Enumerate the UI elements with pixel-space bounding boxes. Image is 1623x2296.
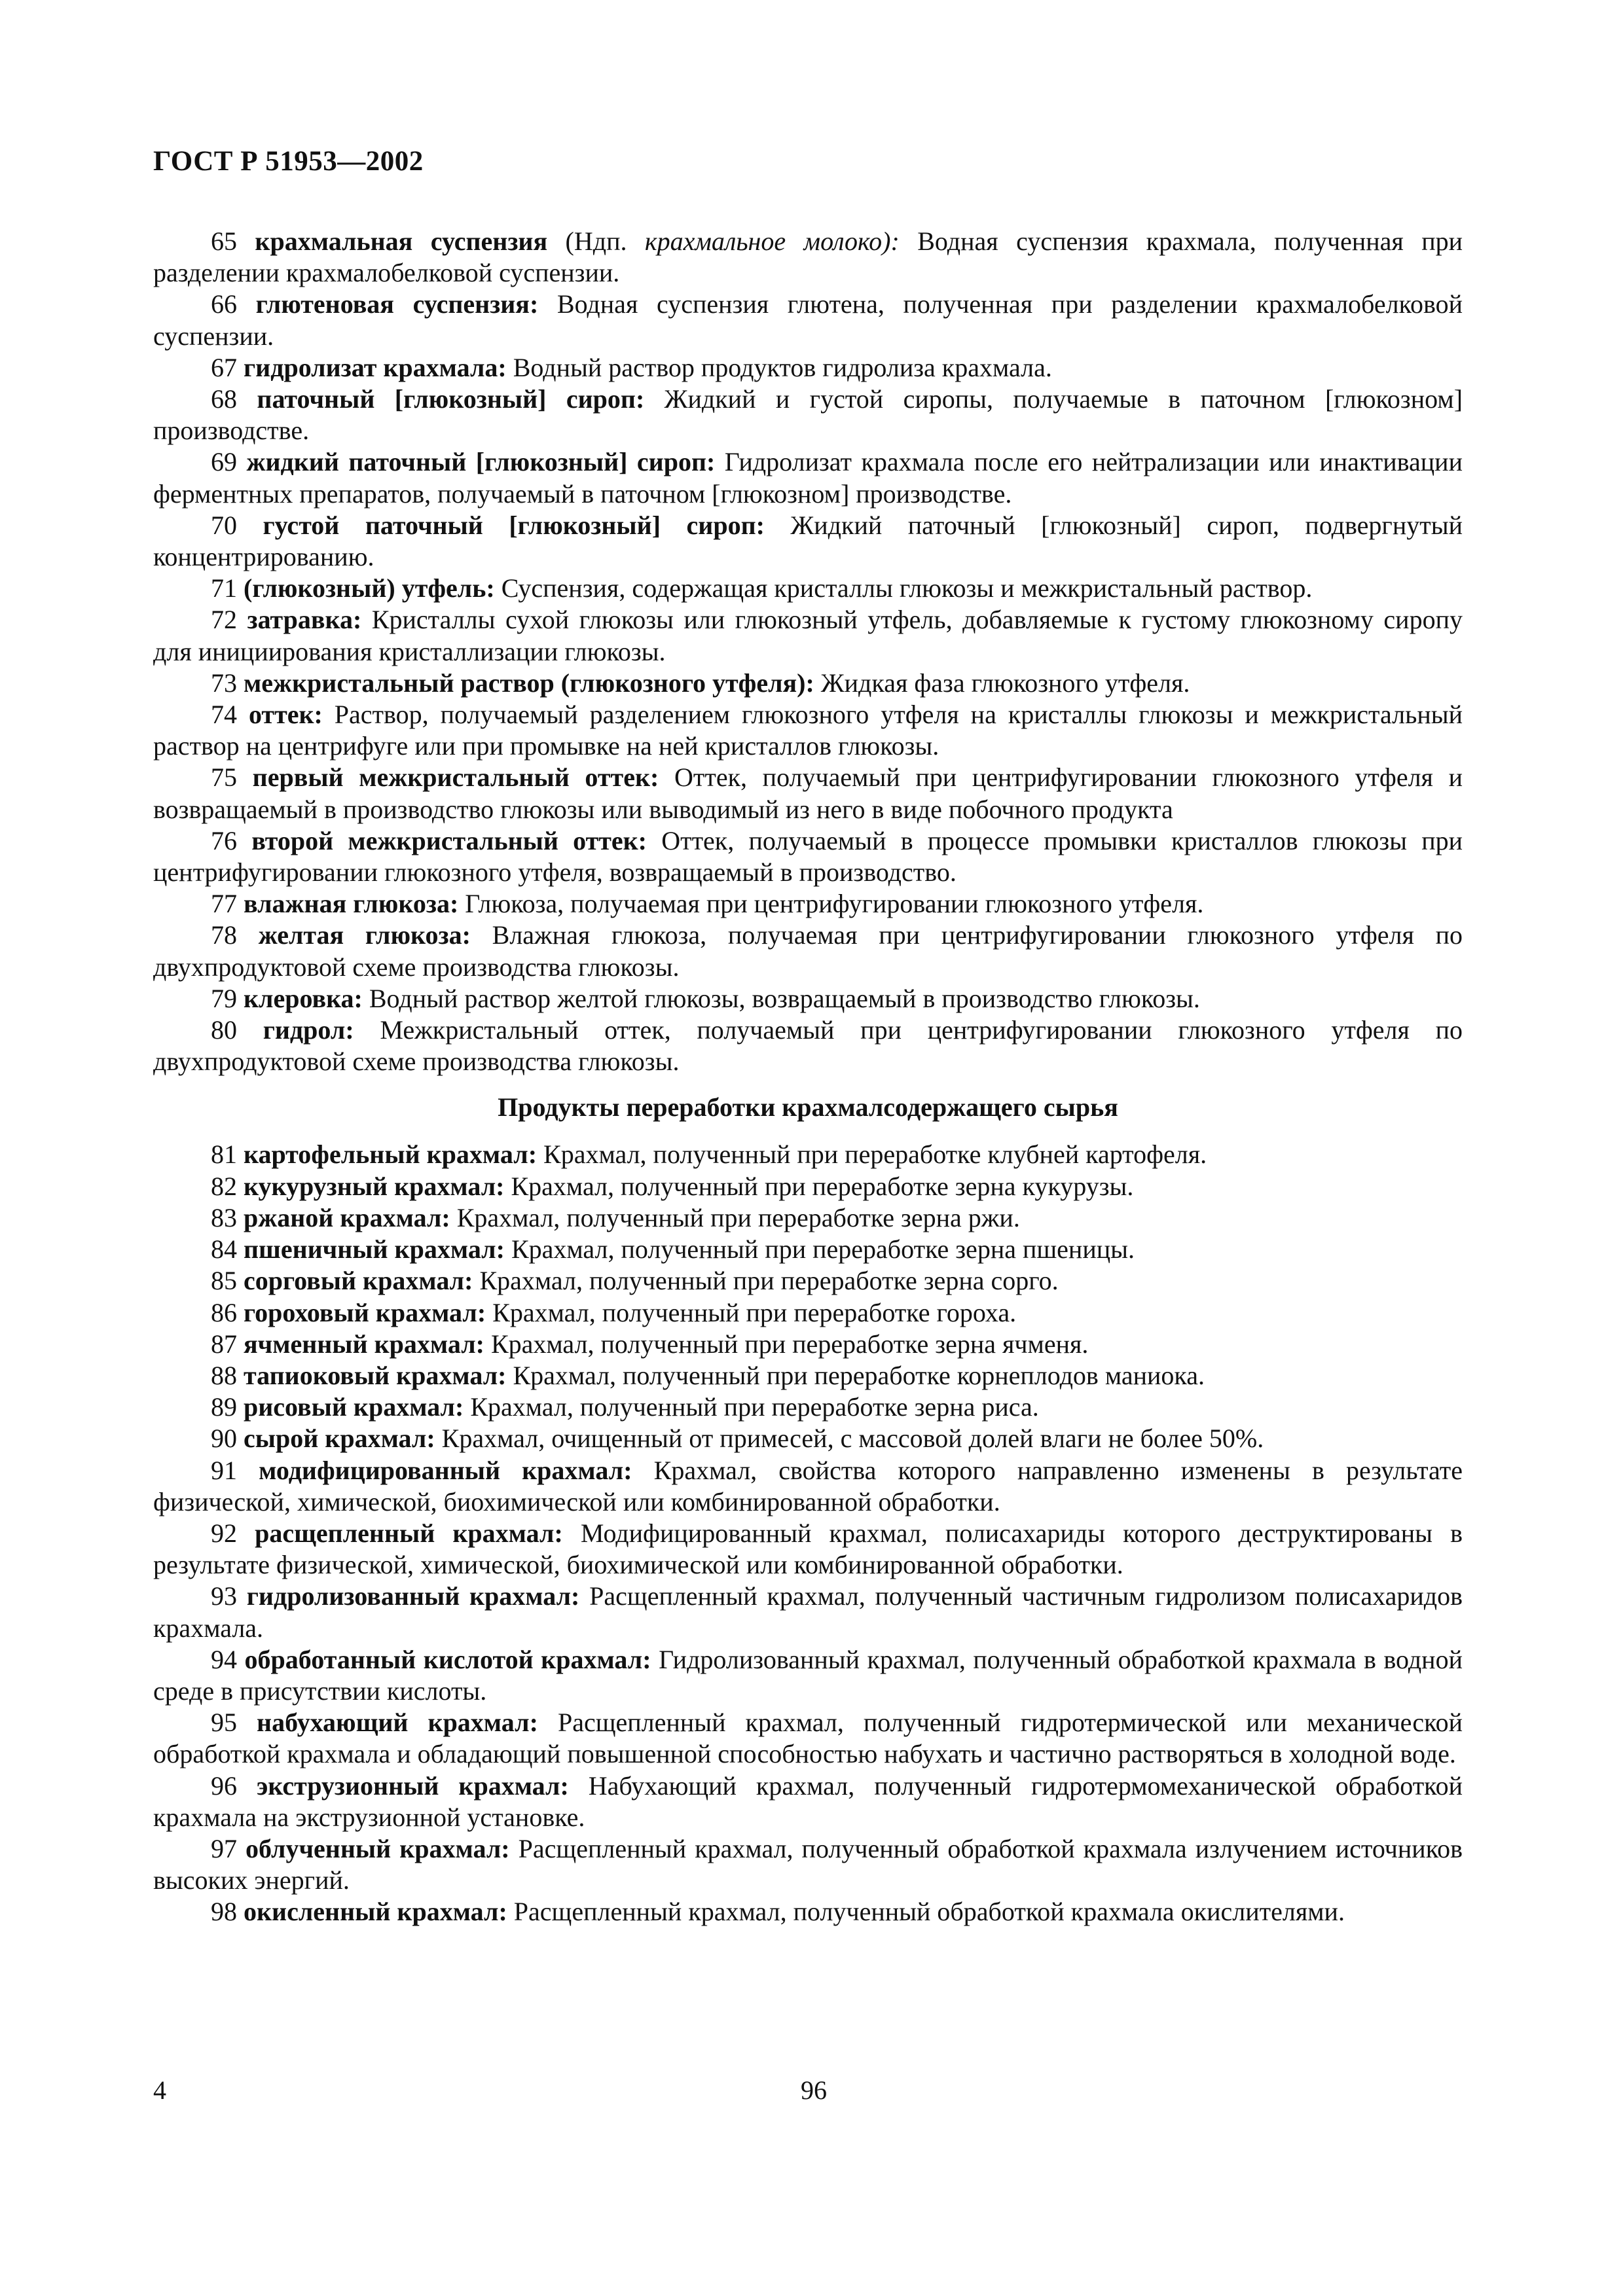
entry-number: 72	[211, 605, 237, 635]
entry-number: 98	[211, 1897, 237, 1927]
definition-entry	[153, 1518, 1463, 1581]
entry-definition: Водная суспензия глютена, полученная при разделении крахмалобелковой суспензии.	[153, 289, 1463, 351]
entry-number: 94	[211, 1644, 237, 1674]
document-header: ГОСТ Р 51953—2002	[153, 146, 424, 177]
entry-term: экструзионный крахмал:	[256, 1770, 569, 1801]
entry-number: 81	[211, 1139, 237, 1170]
entry-definition: Жидкая фаза глюкозного утфеля.	[814, 668, 1190, 698]
entry-term: межкристальный раствор (глюкозного утфеля):	[244, 668, 814, 698]
entry-number: 66	[211, 289, 237, 319]
entry-term: гидрол:	[263, 1015, 354, 1045]
definition-entry	[153, 888, 1463, 920]
entry-term: глютеновая суспензия:	[255, 289, 539, 319]
entry-definition: Влажная глюкоза, получаемая при центрифугировании глюкозного утфеля по двухпродуктовой схеме производства глюкозы.	[153, 920, 1463, 982]
definition-entry	[153, 1014, 1463, 1077]
entry-term: набухающий крахмал:	[257, 1708, 538, 1738]
entry-definition: Крахмал, очищенный от примесей, с массовой долей влаги не более 50%.	[435, 1424, 1264, 1454]
definition-entry	[153, 668, 1463, 699]
entry-definition: Оттек, получаемый при центрифугировании глюкозного утфеля и возвращаемый в производство глюкозы или выводимый из него в виде побочного продукта	[153, 762, 1463, 824]
entry-number: 96	[211, 1770, 237, 1801]
definition-entry	[153, 1360, 1463, 1391]
entry-term: густой паточный [глюкозный] сироп:	[263, 510, 765, 540]
entry-definition: Крахмал, полученный при переработке зерна ржи.	[450, 1202, 1020, 1232]
entry-definition: Крахмал, полученный при переработке корнеплодов маниока.	[506, 1360, 1205, 1390]
entry-term: гидролизованный крахмал:	[246, 1581, 580, 1611]
entry-number: 80	[211, 1015, 237, 1045]
entry-definition: Крахмал, полученный при переработке зерна ячменя.	[484, 1329, 1089, 1359]
definition-entry	[153, 825, 1463, 888]
definition-entry	[153, 573, 1463, 604]
definition-entry	[153, 1833, 1463, 1896]
entry-term: оттек:	[248, 700, 323, 730]
entry-number: 93	[211, 1581, 237, 1611]
definition-entry	[153, 1455, 1463, 1518]
entry-number: 89	[211, 1392, 237, 1422]
definition-entry	[153, 1581, 1463, 1643]
entry-definition: Глюкоза, получаемая при центрифугировании глюкозного утфеля.	[458, 889, 1204, 919]
entry-number: 78	[211, 920, 237, 950]
entry-number: 69	[211, 447, 237, 477]
entry-number: 71	[211, 573, 237, 603]
entry-number: 70	[211, 510, 237, 540]
entry-term: сырой крахмал:	[244, 1424, 435, 1454]
entry-term: окисленный крахмал:	[244, 1897, 507, 1927]
entry-number: 68	[211, 384, 237, 414]
entry-term: паточный [глюкозный] сироп:	[257, 384, 645, 414]
definition-entry	[153, 446, 1463, 509]
entry-term: гороховый крахмал:	[244, 1297, 486, 1327]
entry-term: облученный крахмал:	[246, 1833, 510, 1863]
entry-number: 87	[211, 1329, 237, 1359]
definition-entry	[153, 983, 1463, 1014]
definition-entry	[153, 762, 1463, 825]
entry-definition: Крахмал, полученный при переработке зерна кукурузы.	[504, 1171, 1134, 1201]
entry-definition: Модифицированный крахмал, полисахариды которого деструктированы в результате физической, химической, биохимической или комбинированной обработки.	[153, 1518, 1463, 1580]
entry-definition: Крахмал, полученный при переработке зерна пшеницы.	[504, 1234, 1135, 1265]
section-title: Продукты переработки крахмалсодержащего сырья	[498, 1092, 1118, 1122]
document-body	[153, 226, 1463, 1928]
entry-number: 91	[211, 1455, 237, 1485]
definition-entry	[153, 1171, 1463, 1202]
entry-number: 77	[211, 889, 237, 919]
definition-entry	[153, 384, 1463, 446]
entry-number: 65	[211, 226, 237, 256]
definition-entry	[153, 1265, 1463, 1297]
entry-definition: Крахмал, полученный при переработке клубней картофеля.	[537, 1139, 1207, 1170]
entry-term: гидролизат крахмала:	[244, 352, 507, 382]
entry-definition: Крахмал, полученный при переработке зерна риса.	[464, 1392, 1039, 1422]
entry-term: второй межкристальный оттек:	[251, 825, 647, 855]
entry-term: (глюкозный) утфель:	[244, 573, 495, 603]
entry-term: жидкий паточный [глюкозный] сироп:	[246, 447, 716, 477]
entry-number: 73	[211, 668, 237, 698]
definition-entry	[153, 510, 1463, 573]
entry-number: 75	[211, 762, 237, 793]
entry-number: 97	[211, 1833, 237, 1863]
entry-number: 67	[211, 352, 237, 382]
entry-term: желтая глюкоза:	[258, 920, 471, 950]
definition-entry	[153, 604, 1463, 667]
entry-definition: Расщепленный крахмал, полученный гидротермической или механической обработкой крахмала и обладающий повышенной способностью набухать и частично растворяться в холодной воде.	[153, 1708, 1463, 1769]
entry-term: модифицированный крахмал:	[259, 1455, 632, 1485]
entry-number: 86	[211, 1297, 237, 1327]
entry-definition: Раствор, получаемый разделением глюкозного утфеля на кристаллы глюкозы и межкристальный раствор на центрифуге или при промывке на ней кристаллов глюкозы.	[153, 700, 1463, 761]
entry-term: пшеничный крахмал:	[244, 1234, 505, 1265]
definition-entry	[153, 226, 1463, 289]
definition-entry	[153, 352, 1463, 384]
entry-number: 90	[211, 1424, 237, 1454]
entry-term: расщепленный крахмал:	[255, 1518, 563, 1548]
entry-term: клеровка:	[244, 983, 363, 1013]
definition-entry	[153, 1644, 1463, 1707]
page-number: 4	[153, 2075, 166, 2105]
definitions-list-syrups	[153, 226, 1463, 1077]
definition-entry	[153, 1707, 1463, 1770]
entry-definition: Кристаллы сухой глюкозы или глюкозный утфель, добавляемые к густому глюкозному сиропу для инициирования кристаллизации глюкозы.	[153, 605, 1463, 666]
entry-number: 84	[211, 1234, 237, 1265]
entry-term: кукурузный крахмал:	[244, 1171, 505, 1201]
entry-definition: Гидролизат крахмала после его нейтрализации или инактивации ферментных препаратов, получаемый в паточном [глюкозном] производстве.	[153, 447, 1463, 509]
definition-entry	[153, 1896, 1463, 1928]
definition-entry	[153, 289, 1463, 351]
entry-definition: Расщепленный крахмал, полученный частичным гидролизом полисахаридов крахмала.	[153, 1581, 1463, 1643]
entry-definition: Расщепленный крахмал, полученный обработкой крахмала окислителями.	[507, 1897, 1345, 1927]
entry-definition: Расщепленный крахмал, полученный обработкой крахмала излучением источников высоких энергий.	[153, 1833, 1463, 1895]
entry-term: рисовый крахмал:	[244, 1392, 464, 1422]
definition-entry	[153, 1202, 1463, 1234]
entry-number: 83	[211, 1202, 237, 1232]
definitions-list-starches	[153, 1139, 1463, 1928]
entry-definition: Межкристальный оттек, получаемый при центрифугировании глюкозного утфеля по двухпродуктовой схеме производства глюкозы.	[153, 1015, 1463, 1077]
entry-term: сорговый крахмал:	[244, 1266, 473, 1296]
entry-number: 88	[211, 1360, 237, 1390]
entry-term: затравка:	[247, 605, 362, 635]
entry-term: крахмальная суспензия	[255, 226, 548, 256]
entry-number: 74	[211, 700, 237, 730]
entry-term: ячменный крахмал:	[244, 1329, 484, 1359]
entry-definition: Набухающий крахмал, полученный гидротермомеханической обработкой крахмала на экструзионной установке.	[153, 1770, 1463, 1832]
definition-entry	[153, 1329, 1463, 1360]
entry-deprecated-term: крахмальное молоко):	[644, 226, 900, 256]
entry-term: картофельный крахмал:	[244, 1139, 538, 1170]
definition-entry	[153, 920, 1463, 982]
footer-center-number: 96	[801, 2075, 827, 2105]
entry-definition: Оттек, получаемый в процессе промывки кристаллов глюкозы при центрифугировании глюкозного утфеля, возвращаемый в производство.	[153, 825, 1463, 888]
entry-definition: Крахмал, полученный при переработке гороха.	[486, 1297, 1017, 1327]
definition-entry	[153, 1297, 1463, 1329]
entry-definition: Крахмал, свойства которого направленно изменены в результате физической, химической, биохимической или комбинированной обработки.	[153, 1455, 1463, 1516]
definition-entry	[153, 1234, 1463, 1265]
entry-number: 76	[211, 825, 237, 855]
entry-number: 79	[211, 983, 237, 1013]
entry-term: ржаной крахмал:	[244, 1202, 450, 1232]
entry-number: 92	[211, 1518, 237, 1548]
entry-definition: Гидролизованный крахмал, полученный обработкой крахмала в водной среде в присутствии кислоты.	[153, 1644, 1463, 1706]
entry-definition: Жидкий паточный [глюкозный] сироп, подвергнутый концентрированию.	[153, 510, 1463, 572]
entry-definition: Крахмал, полученный при переработке зерна сорго.	[473, 1266, 1059, 1296]
entry-term: тапиоковый крахмал:	[244, 1360, 507, 1390]
entry-note: (Ндп.	[547, 226, 645, 256]
entry-number: 85	[211, 1266, 237, 1296]
entry-definition: Жидкий и густой сиропы, получаемые в паточном [глюкозном] производстве.	[153, 384, 1463, 446]
entry-term: обработанный кислотой крахмал:	[244, 1644, 651, 1674]
entry-definition: Водный раствор продуктов гидролиза крахмала.	[506, 352, 1052, 382]
entry-term: влажная глюкоза:	[244, 889, 459, 919]
entry-definition: Водный раствор желтой глюкозы, возвращаемый в производство глюкозы.	[362, 983, 1200, 1013]
definition-entry	[153, 1770, 1463, 1833]
entry-number: 95	[211, 1708, 237, 1738]
definition-entry	[153, 1391, 1463, 1423]
entry-term: первый межкристальный оттек:	[252, 762, 659, 793]
definition-entry	[153, 1423, 1463, 1454]
definition-entry	[153, 699, 1463, 762]
definition-entry	[153, 1139, 1463, 1170]
entry-definition: Водная суспензия крахмала, полученная при разделении крахмалобелковой суспензии.	[153, 226, 1463, 288]
entry-number: 82	[211, 1171, 237, 1201]
entry-definition: Суспензия, содержащая кристаллы глюкозы и межкристальный раствор.	[494, 573, 1313, 603]
